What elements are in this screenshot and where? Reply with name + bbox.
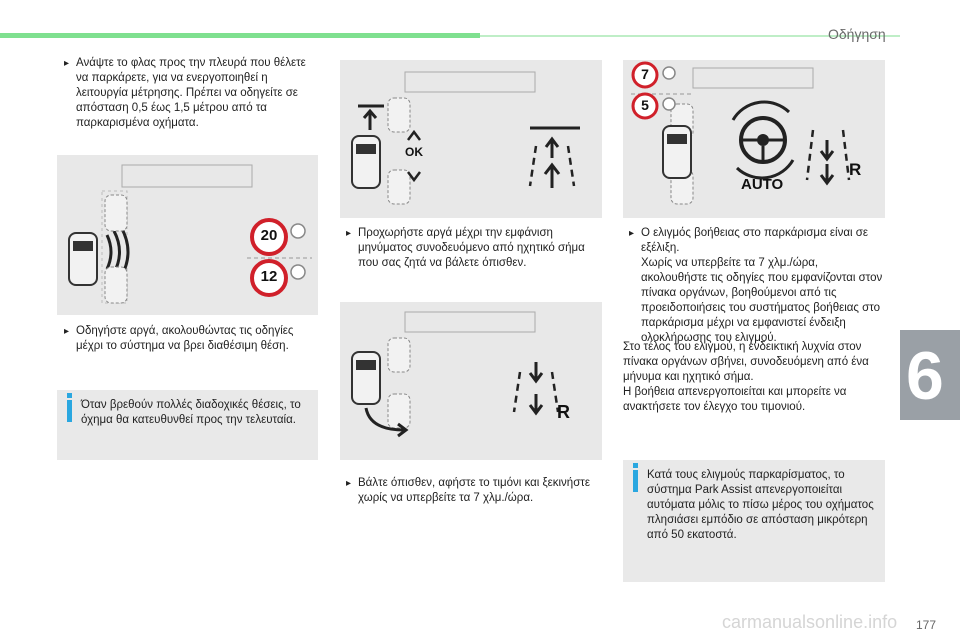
- info-icon: [633, 470, 638, 492]
- col3-paragraph-1: [629, 226, 883, 346]
- col3-info-note-text: Κατά τους ελιγμούς παρκαρίσματος, το σύστημα Park Assist απενεργοποιείται αυτόματα μόλις το πίσω μέρος του οχήματος πλησιάσει εμπόδιο σε απόσταση μικρότερη από 50 εκατοστά.: [647, 469, 874, 541]
- chapter-number: 6: [906, 338, 944, 414]
- col2-paragraph-1-text: Προχωρήστε αργά μέχρι την εμφάνιση μηνύματος συνοδευόμενο από ηχητικό σήμα που σας ζητά να βάλετε όπισθεν.: [358, 227, 585, 269]
- bullet-icon: ▸: [64, 58, 70, 69]
- bullet-icon: ▸: [346, 228, 352, 239]
- figure-ok-position: [340, 60, 602, 218]
- col2-paragraph-2: [346, 476, 598, 506]
- col3-paragraph-2: [623, 340, 883, 415]
- reverse-gear-label: R: [849, 160, 862, 179]
- bullet-icon: ▸: [346, 478, 352, 489]
- figure-ok-position-drawing: [340, 60, 602, 218]
- reverse-gear-label: R: [557, 402, 570, 422]
- figure-steering-assist: [623, 60, 885, 218]
- col1-info-note: [57, 390, 318, 460]
- bullet-icon: ▸: [629, 228, 635, 239]
- col3-paragraph-2-text: Στο τέλος του ελιγμού, η ενδεικτική λυχνία στον πίνακα οργάνων σβήνει, συνοδευόμενη από ένα μήνυμα και ηχητικό σήμα.: [623, 341, 869, 383]
- col1-paragraph-2: [64, 324, 316, 354]
- page-number: 177: [916, 618, 937, 632]
- col1-paragraph-1-text: Ανάψτε το φλας προς την πλευρά που θέλετε να παρκάρετε, για να ενεργοποιηθεί η λειτουργία μέτρησης. Πρέπει να οδηγείτε σε απόσταση 0,5 έως 1,5 μέτρου από τα παρκαρισμένα οχήματα.: [76, 57, 306, 129]
- figure-reverse-gear: [340, 302, 602, 460]
- speed-sign-top: 20: [260, 227, 278, 244]
- col3-paragraph-3-text: Η βοήθεια απενεργοποιείται και μπορείτε να ανακτήσετε τον έλεγχο του τιμονιού.: [623, 386, 847, 413]
- speed-sign-bottom: 12: [260, 268, 278, 285]
- col1-paragraph-1: [64, 56, 316, 131]
- info-icon: [67, 400, 72, 422]
- col3-paragraph-1a-text: Ο ελιγμός βοήθειας στο παρκάρισμα είναι σε εξέλιξη.: [641, 227, 868, 254]
- speed-sign-icon: [623, 60, 885, 218]
- col1-info-note-text: Όταν βρεθούν πολλές διαδοχικές θέσεις, το όχημα θα κατευθυνθεί προς την τελευταία.: [81, 399, 301, 426]
- ok-indicator: OK: [405, 145, 423, 159]
- figure-parking-search: [57, 155, 318, 315]
- col3-info-note: [623, 460, 885, 582]
- watermark: carmanualsonline.info: [722, 612, 898, 632]
- auto-label: AUTO: [741, 176, 784, 193]
- header-accent-bar: [0, 33, 480, 38]
- section-title: Οδήγηση: [828, 26, 886, 42]
- col1-paragraph-2-text: Οδηγήστε αργά, ακολουθώντας τις οδηγίες μέχρι το σύστημα να βρει διαθέσιμη θέση.: [76, 325, 294, 352]
- col2-paragraph-2-text: Βάλτε όπισθεν, αφήστε το τιμόνι και ξεκινήστε χωρίς να υπερβείτε τα 7 χλμ./ώρα.: [358, 477, 590, 504]
- speed-sign-top: 7: [641, 66, 649, 82]
- figure-reverse-gear-drawing: [340, 302, 602, 460]
- speed-sign-bottom: 5: [641, 97, 649, 113]
- col3-paragraph-1b-text: Χωρίς να υπερβείτε τα 7 χλμ./ώρα, ακολουθήστε τις οδηγίες που εμφανίζονται στον πίνακα οργάνων, βοηθούμενοι από τις προειδοποιήσεις του συστήματος βοήθειας στο παρκάρισμα μέχρι να εμφανιστεί ένδειξη ολοκλήρωσης του ελιγμού.: [641, 257, 883, 344]
- bullet-icon: ▸: [64, 326, 70, 337]
- col2-paragraph-1: [346, 226, 598, 271]
